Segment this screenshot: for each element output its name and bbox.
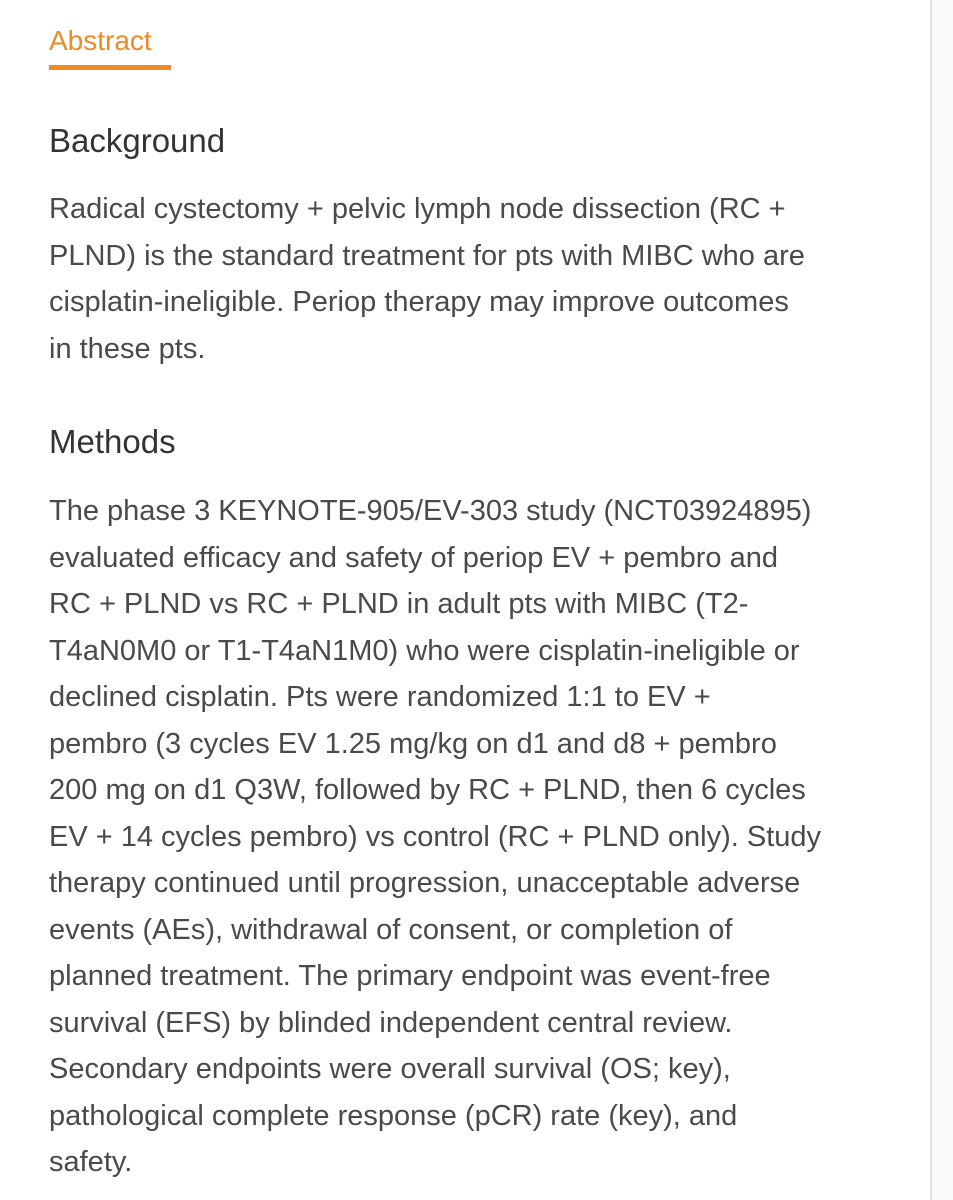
background-paragraph [49,186,909,372]
methods-line: events (AEs), withdrawal of consent, or completion of [49,913,733,946]
methods-paragraph [49,488,909,1186]
active-tab-indicator [49,65,171,70]
background-line: PLND) is the standard treatment for pts with MIBC who are [49,239,805,272]
methods-line: RC + PLND vs RC + PLND in adult pts with MIBC (T2- [49,588,749,620]
methods-line: evaluated efficacy and safety of periop EV + pembro and [49,541,778,574]
methods-line: 200 mg on d1 Q3W, followed by RC + PLND, then 6 cycles [49,774,806,806]
methods-line: pembro (3 cycles EV 1.25 mg/kg on d1 and d8 + pembro [49,727,777,760]
methods-line: safety. [49,1146,133,1178]
methods-line: survival (EFS) by blinded independent central review. [49,1006,733,1039]
methods-heading: Methods [49,423,176,460]
methods-line: Secondary endpoints were overall survival (OS; key), [49,1053,731,1085]
tab-abstract[interactable]: Abstract [49,25,152,56]
methods-line: declined cisplatin. Pts were randomized 1:1 to EV + [49,681,711,713]
right-gutter [932,0,953,1200]
background-line: Radical cystectomy + pelvic lymph node dissection (RC + [49,193,786,225]
methods-line: T4aN0M0 or T1-T4aN1M0) who were cisplatin-ineligible or [49,634,800,667]
methods-line: The phase 3 KEYNOTE-905/EV-303 study (NCT03924895) [49,495,812,527]
methods-line: EV + 14 cycles pembro) vs control (RC + PLND only). Study [49,820,822,853]
background-line: in these pts. [49,332,206,365]
methods-line: planned treatment. The primary endpoint was event-free [49,960,771,992]
methods-line: therapy continued until progression, unacceptable adverse [49,867,801,899]
background-line: cisplatin-ineligible. Periop therapy may improve outcomes [49,286,789,318]
background-heading: Background [49,122,226,159]
methods-line: pathological complete response (pCR) rate (key), and [49,1099,738,1132]
